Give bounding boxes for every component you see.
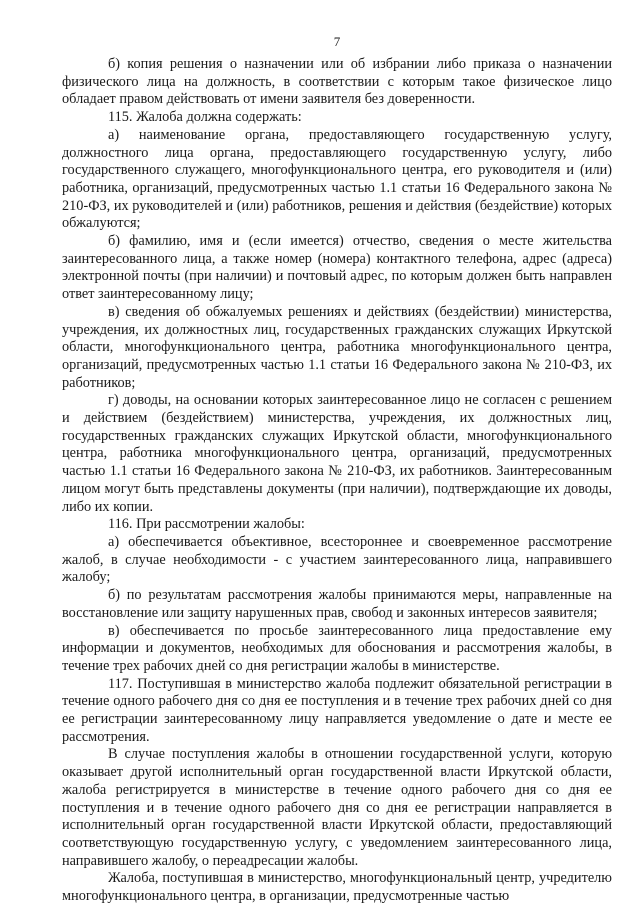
paragraph-115-b: б) фамилию, имя и (если имеется) отчество, сведения о месте жительства заинтересованного лица, а также номер (номера) контактного телефона, адрес (адреса) электронной почты (при наличии) и почтовый адрес, по которым должен быть направлен ответ заинтересованному лицу; [62,233,612,303]
paragraph-116-v: в) обеспечивается по просьбе заинтересованного лица предоставление ему информации и документов, необходимых для обоснования и рассмотрения жалобы, в течение трех рабочих дней со дня регистрации жалобы в министерстве. [62,622,612,674]
paragraph-115-g: г) доводы, на основании которых заинтересованное лицо не согласен с решением и действием (бездействием) министерства, учреждения, их должностных лиц, государственных гражданских служащих Иркутской области, многофункционального центра, работника многофункционального центра, организаций, предусмотренных частью 1.1 статьи 16 Федерального закона № 210-ФЗ, их работников. Заинтересованным лицом могут быть представлены документы (при наличии), подтверждающие их доводы, либо их копии. [62,392,612,515]
paragraph-copy-decision: б) копия решения о назначении или об избрании либо приказа о назначении физического лица на должность, в соответствии с которым такое физическое лицо обладает правом действовать от имени заявителя без доверенности. [62,56,612,108]
paragraph-116-heading: 116. При рассмотрении жалобы: [108,516,305,533]
paragraph-115-v: в) сведения об обжалуемых решениях и действиях (бездействии) министерства, учреждения, их должностных лиц, государственных гражданских служащих Иркутской области, многофункционального центра, работника многофункционального центра, организаций, предусмотренных частью 1.1 статьи 16 Федерального закона № 210-ФЗ, их работников; [62,303,612,391]
paragraph-115-heading: 115. Жалоба должна содержать: [108,109,302,126]
page-number: 7 [333,34,341,49]
paragraph-complaint-received: Жалоба, поступившая в министерство, многофункциональный центр, учредителю многофункционального центра, в организации, предусмотренные частью [62,870,612,905]
paragraph-116-b: б) по результатам рассмотрения жалобы принимаются меры, направленные на восстановление или защиту нарушенных прав, свобод и законных интересов заявителя; [62,587,612,621]
paragraph-116-a: а) обеспечивается объективное, всестороннее и своевременное рассмотрение жалоб, в случае необходимости - с участием заинтересованного лица, направившего жалобу; [62,533,612,586]
paragraph-redirect-case: В случае поступления жалобы в отношении государственной услуги, которую оказывает другой исполнительный орган государственной власти Иркутской области, жалоба регистрируется в министерстве в течение одного рабочего дня со дня ее поступления и в течение одного рабочего дня со дня ее регистрации направляется в исполнительный орган государственной власти Иркутской области, предоставляющий соответствующую государственную услугу, с уведомлением заинтересованного лица, направившего жалобу, о переадресации жалобы. [62,746,612,869]
paragraph-117: 117. Поступившая в министерство жалоба подлежит обязательной регистрации в течение одного рабочего дня со дня ее поступления и в течение трех рабочих дней со дня ее регистрации заинтересованному лицу направляется уведомление о дате и месте ее рассмотрения. [62,675,612,745]
paragraph-115-a: а) наименование органа, предоставляющего государственную услугу, должностного лица органа, предоставляющего государственную услугу, либо государственного служащего, многофункционального центра, его руководителя и (или) работника, организаций, предусмотренных частью 1.1 статьи 16 Федерального закона № 210-ФЗ, их руководителей и (или) работников, решения и действия (бездействие) которых обжалуются; [62,126,612,232]
